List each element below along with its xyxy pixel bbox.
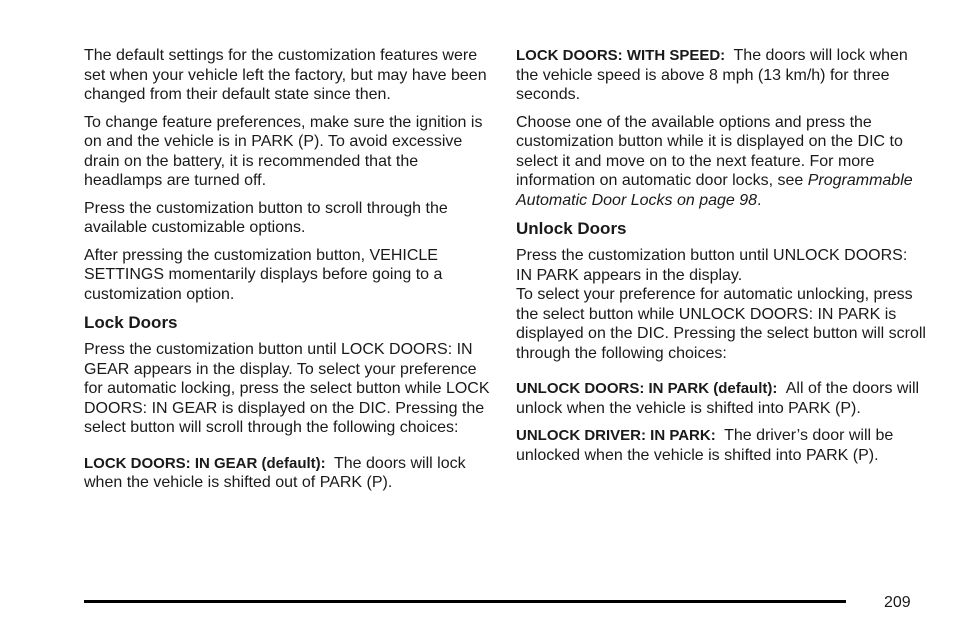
option-text: The driver’s door will be unlocked when the vehicle is shifted into PARK (P). xyxy=(516,427,894,464)
option-lock-with-speed xyxy=(516,46,926,105)
footer-rule xyxy=(84,600,846,603)
lock-doors-heading: Lock Doors xyxy=(84,313,178,332)
choose-option-paragraph xyxy=(516,113,926,211)
option-label: UNLOCK DRIVER: IN PARK: xyxy=(516,427,716,444)
intro-paragraph: The default settings for the customization features were set when your vehicle left the factory, but may have been changed from their default state since then. xyxy=(84,47,487,103)
option-label: LOCK DOORS: IN GEAR (default): xyxy=(84,454,326,472)
option-text: The doors will lock when the vehicle speed is above 8 mph (13 km/h) for three seconds. xyxy=(516,47,908,103)
option-text: The doors will lock when the vehicle is shifted out of PARK (P). xyxy=(84,454,466,491)
paragraph-text: Choose one of the available options and press the customization button while it is displayed on the DIC to select it and move on to the next feature. For more information on automatic door locks, see xyxy=(516,113,903,189)
option-label: UNLOCK DOORS: IN PARK (default): xyxy=(516,380,778,397)
unlock-doors-heading: Unlock Doors xyxy=(516,219,627,238)
left-column xyxy=(84,46,494,501)
unlock-preference-paragraph: To select your preference for automatic unlocking, press the select button while UNLOCK DOORS: IN PARK is displayed on the DIC. Pressing the select button will scroll through the following choices: xyxy=(516,286,926,362)
option-unlock-driver xyxy=(516,426,926,465)
option-lock-in-gear xyxy=(84,454,494,493)
paragraph-end: . xyxy=(757,191,762,209)
right-column xyxy=(516,46,926,473)
option-text: All of the doors will unlock when the vehicle is shifted into PARK (P). xyxy=(516,380,920,417)
page-number: 209 xyxy=(884,594,911,611)
option-unlock-in-park xyxy=(516,379,926,418)
vehicle-settings-paragraph: After pressing the customization button, VEHICLE SETTINGS momentarily displays before going to a customization option. xyxy=(84,246,443,303)
preferences-paragraph: To change feature preferences, make sure the ignition is on and the vehicle is in PARK (P). To avoid excessive drain on the battery, it is recommended that the headlamps are turned off. xyxy=(84,113,483,189)
scroll-paragraph: Press the customization button to scroll through the available customizable options. xyxy=(84,199,448,236)
option-label: LOCK DOORS: WITH SPEED: xyxy=(516,47,726,64)
unlock-doors-paragraph: Press the customization button until UNLOCK DOORS: IN PARK appears in the display. xyxy=(516,247,908,284)
cross-reference: Programmable Automatic Door Locks on page 98 xyxy=(516,172,913,209)
lock-doors-paragraph: Press the customization button until LOCK DOORS: IN GEAR appears in the display. To select your preference for automatic locking, press the select button while LOCK DOORS: IN GEAR is displayed on the DIC. Pressing the select button will scroll through the following choices: xyxy=(84,341,490,436)
